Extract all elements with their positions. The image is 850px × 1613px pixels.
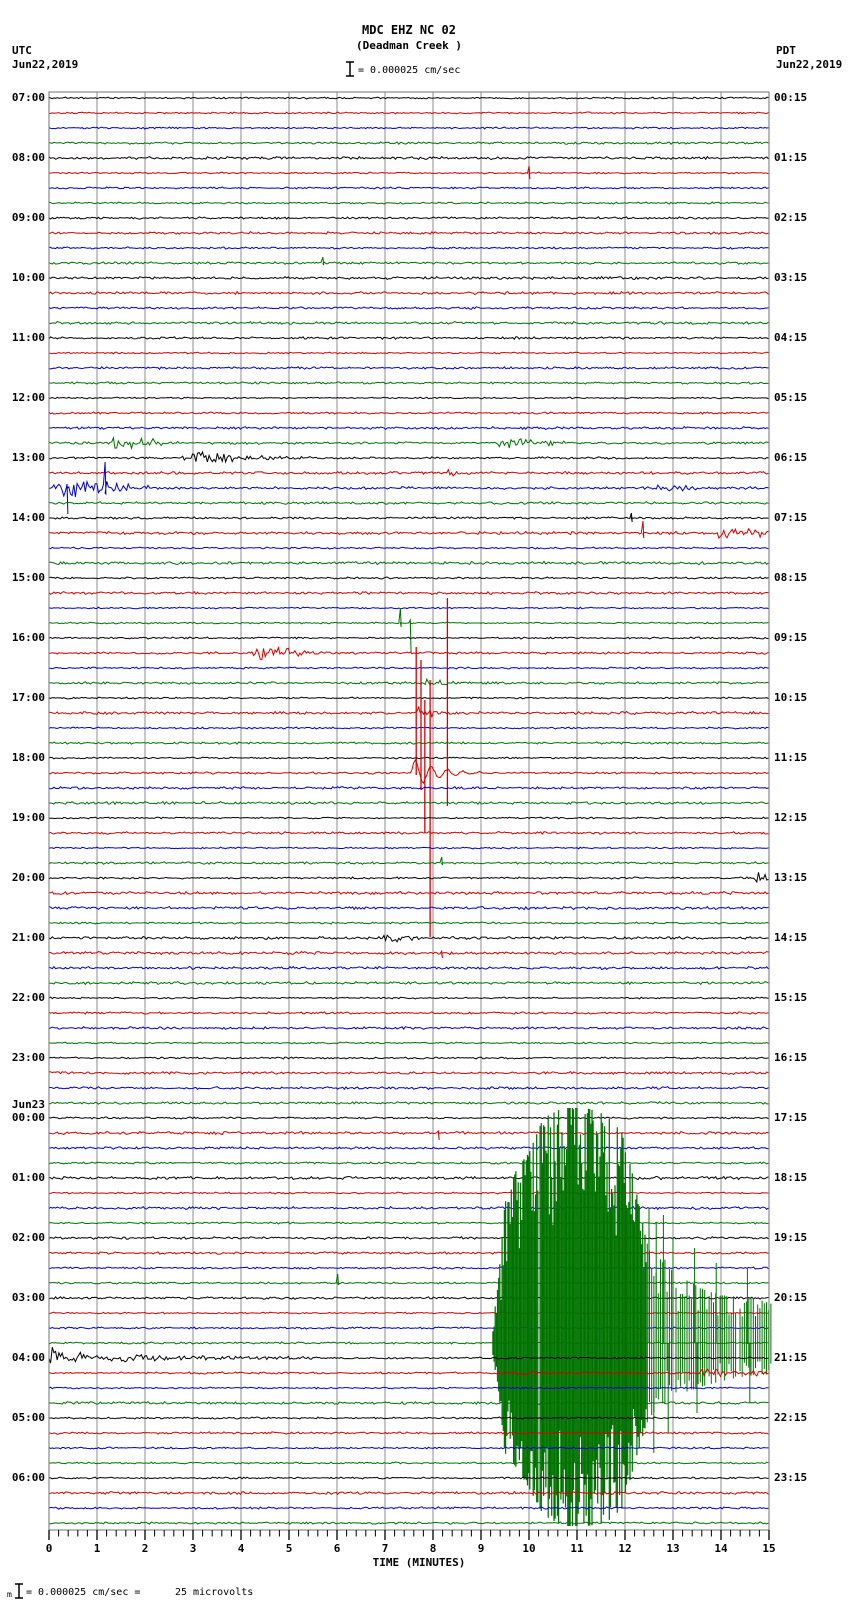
pdt-label-20:15: 20:15 — [774, 1291, 808, 1304]
trace-row-11 — [49, 257, 768, 265]
pdt-label-23:15: 23:15 — [774, 1471, 808, 1484]
footer-value-label: 25 microvolts — [175, 1587, 254, 1598]
trace-row-68 — [49, 1117, 768, 1119]
trace-row-33 — [49, 592, 768, 595]
pdt-label-13:15: 13:15 — [774, 871, 808, 884]
trace-row-56 — [49, 935, 768, 942]
footer-prefix-glyph: m — [7, 1590, 12, 1599]
pdt-label-10:15: 10:15 — [774, 691, 808, 704]
x-tick-label-10: 10 — [522, 1542, 536, 1555]
trace-row-39 — [49, 679, 768, 685]
pdt-label-08:15: 08:15 — [774, 571, 808, 584]
trace-row-88 — [49, 1417, 768, 1419]
trace-row-76 — [49, 1237, 768, 1240]
trace-row-75 — [49, 1222, 768, 1224]
trace-row-65 — [49, 1072, 768, 1075]
trace-row-54 — [49, 907, 768, 910]
trace-row-41 — [49, 647, 768, 775]
trace-row-29 — [49, 521, 768, 538]
pdt-label-04:15: 04:15 — [774, 331, 808, 344]
pdt-label-07:15: 07:15 — [774, 511, 808, 524]
trace-row-12 — [49, 277, 768, 280]
trace-row-51 — [49, 857, 768, 865]
right-date: Jun22,2019 — [776, 58, 843, 71]
trace-row-17 — [49, 352, 768, 354]
utc-label-17:00: 17:00 — [11, 691, 45, 704]
trace-row-52 — [49, 872, 768, 882]
trace-row-58 — [49, 967, 768, 970]
x-tick-label-15: 15 — [762, 1542, 776, 1555]
pdt-label-14:15: 14:15 — [774, 931, 808, 944]
x-tick-label-3: 3 — [189, 1542, 197, 1555]
x-tick-label-9: 9 — [477, 1542, 485, 1555]
trace-row-20 — [49, 397, 768, 399]
trace-row-10 — [49, 247, 768, 249]
utc-label-04:00: 04:00 — [11, 1351, 45, 1364]
pdt-label-01:15: 01:15 — [774, 151, 808, 164]
pdt-label-02:15: 02:15 — [774, 211, 808, 224]
trace-row-15 — [49, 322, 768, 325]
utc-label-06:00: 06:00 — [11, 1471, 45, 1484]
trace-row-48 — [49, 817, 768, 819]
x-tick-label-7: 7 — [381, 1542, 389, 1555]
pdt-label-19:15: 19:15 — [774, 1231, 808, 1244]
trace-row-53 — [49, 891, 768, 894]
x-tick-label-4: 4 — [237, 1542, 245, 1555]
utc-label-10:00: 10:00 — [11, 271, 45, 284]
trace-row-74 — [49, 1207, 768, 1210]
utc-label-05:00: 05:00 — [11, 1411, 45, 1424]
utc-label-19:00: 19:00 — [11, 811, 45, 824]
trace-row-57 — [49, 951, 768, 958]
pdt-label-22:15: 22:15 — [774, 1411, 808, 1424]
utc-label-13:00: 13:00 — [11, 451, 45, 464]
trace-row-60 — [49, 997, 768, 999]
utc-label-09:00: 09:00 — [11, 211, 45, 224]
scale-label: = 0.000025 cm/sec — [358, 65, 461, 76]
trace-row-92 — [49, 1477, 768, 1479]
trace-row-28 — [49, 513, 768, 522]
utc-label-15:00: 15:00 — [11, 571, 45, 584]
utc-label-07:00: 07:00 — [11, 91, 45, 104]
trace-row-0 — [49, 97, 768, 99]
trace-row-26 — [49, 462, 768, 514]
x-tick-label-5: 5 — [285, 1542, 293, 1555]
utc-label-14:00: 14:00 — [11, 511, 45, 524]
trace-row-94 — [49, 1507, 768, 1509]
trace-row-70 — [49, 1147, 768, 1150]
pdt-label-00:15: 00:15 — [774, 91, 808, 104]
trace-row-7 — [49, 202, 768, 204]
trace-row-87 — [49, 1402, 768, 1405]
pdt-label-11:15: 11:15 — [774, 751, 808, 764]
trace-row-44 — [49, 757, 768, 759]
trace-row-32 — [49, 577, 768, 579]
trace-row-34 — [49, 607, 768, 609]
pdt-label-17:15: 17:15 — [774, 1111, 808, 1124]
trace-row-90 — [49, 1447, 768, 1449]
trace-row-66 — [49, 1087, 768, 1090]
pdt-label-05:15: 05:15 — [774, 391, 808, 404]
trace-row-64 — [49, 1057, 768, 1059]
utc-label-23:00: 23:00 — [11, 1051, 45, 1064]
utc-label-21:00: 21:00 — [11, 931, 45, 944]
trace-row-31 — [49, 561, 768, 564]
utc-label-12:00: 12:00 — [11, 391, 45, 404]
trace-row-14 — [49, 307, 768, 309]
footer-scale-label: = 0.000025 cm/sec = — [26, 1587, 141, 1598]
trace-row-3 — [49, 142, 768, 145]
utc-label-00:00: 00:00 — [11, 1111, 45, 1124]
trace-row-61 — [49, 1012, 768, 1014]
trace-row-19 — [49, 382, 768, 384]
pdt-label-16:15: 16:15 — [774, 1051, 808, 1064]
trace-row-89 — [49, 1432, 768, 1434]
trace-row-59 — [49, 982, 768, 985]
x-tick-label-6: 6 — [333, 1542, 341, 1555]
trace-row-23 — [49, 438, 768, 449]
trace-row-18 — [49, 367, 768, 370]
trace-row-27 — [49, 502, 768, 505]
x-tick-label-2: 2 — [141, 1542, 149, 1555]
trace-row-16 — [49, 337, 768, 339]
trace-row-1 — [49, 112, 768, 114]
trace-row-35 — [49, 608, 768, 653]
trace-row-50 — [49, 847, 768, 849]
utc-label-11:00: 11:00 — [11, 331, 45, 344]
x-tick-label-11: 11 — [570, 1542, 584, 1555]
pdt-label-15:15: 15:15 — [774, 991, 808, 1004]
trace-row-95 — [49, 1522, 768, 1524]
trace-row-22 — [49, 427, 768, 430]
utc-label-02:00: 02:00 — [11, 1231, 45, 1244]
trace-row-43 — [49, 742, 768, 744]
trace-row-8 — [49, 217, 768, 219]
x-tick-label-13: 13 — [666, 1542, 680, 1555]
trace-row-9 — [49, 232, 768, 235]
pdt-label-03:15: 03:15 — [774, 271, 808, 284]
trace-row-47 — [49, 802, 768, 805]
trace-row-69 — [49, 1131, 768, 1140]
trace-row-46 — [49, 787, 768, 790]
trace-row-40 — [49, 697, 768, 699]
x-axis-title: TIME (MINUTES) — [372, 1556, 466, 1569]
trace-row-55 — [49, 922, 768, 924]
trace-row-72 — [49, 1176, 768, 1179]
trace-row-4 — [49, 157, 768, 160]
trace-row-13 — [49, 292, 768, 295]
trace-row-49 — [49, 832, 768, 835]
trace-row-30 — [49, 547, 768, 549]
station-title: MDC EHZ NC 02 — [362, 23, 456, 37]
x-tick-label-8: 8 — [429, 1542, 437, 1555]
x-tick-label-12: 12 — [618, 1542, 632, 1555]
pdt-label-12:15: 12:15 — [774, 811, 808, 824]
trace-row-77 — [49, 1252, 768, 1254]
trace-row-25 — [49, 470, 768, 476]
pdt-label-09:15: 09:15 — [774, 631, 808, 644]
utc-label-20:00: 20:00 — [11, 871, 45, 884]
trace-row-38 — [49, 667, 768, 669]
utc-label-03:00: 03:00 — [11, 1291, 45, 1304]
trace-row-21 — [49, 412, 768, 414]
trace-row-93 — [49, 1492, 768, 1495]
trace-row-67 — [49, 1102, 768, 1105]
right-timezone: PDT — [776, 44, 796, 57]
utc-label-08:00: 08:00 — [11, 151, 45, 164]
pdt-label-18:15: 18:15 — [774, 1171, 808, 1184]
trace-row-36 — [49, 637, 768, 639]
trace-row-2 — [49, 127, 768, 129]
trace-row-6 — [49, 187, 768, 189]
trace-row-37 — [49, 648, 768, 660]
trace-row-91 — [49, 1462, 768, 1464]
trace-row-71 — [49, 1162, 768, 1164]
trace-row-45 — [49, 598, 768, 937]
trace-row-5 — [49, 166, 768, 179]
utc-label-18:00: 18:00 — [11, 751, 45, 764]
station-subtitle: (Deadman Creek ) — [356, 39, 462, 52]
utc-label-16:00: 16:00 — [11, 631, 45, 644]
x-tick-label-1: 1 — [93, 1542, 101, 1555]
x-tick-label-14: 14 — [714, 1542, 728, 1555]
pdt-label-21:15: 21:15 — [774, 1351, 808, 1364]
trace-row-63 — [49, 1042, 768, 1044]
left-timezone: UTC — [12, 44, 32, 57]
pdt-label-06:15: 06:15 — [774, 451, 808, 464]
trace-row-62 — [49, 1027, 768, 1030]
trace-row-42 — [49, 727, 768, 729]
trace-row-24 — [49, 452, 768, 462]
x-tick-label-0: 0 — [45, 1542, 53, 1555]
left-date: Jun22,2019 — [12, 58, 79, 71]
trace-row-73 — [49, 1192, 768, 1194]
utc-label-22:00: 22:00 — [11, 991, 45, 1004]
utc-label-01:00: 01:00 — [11, 1171, 45, 1184]
day-break-label: Jun23 — [11, 1098, 45, 1111]
